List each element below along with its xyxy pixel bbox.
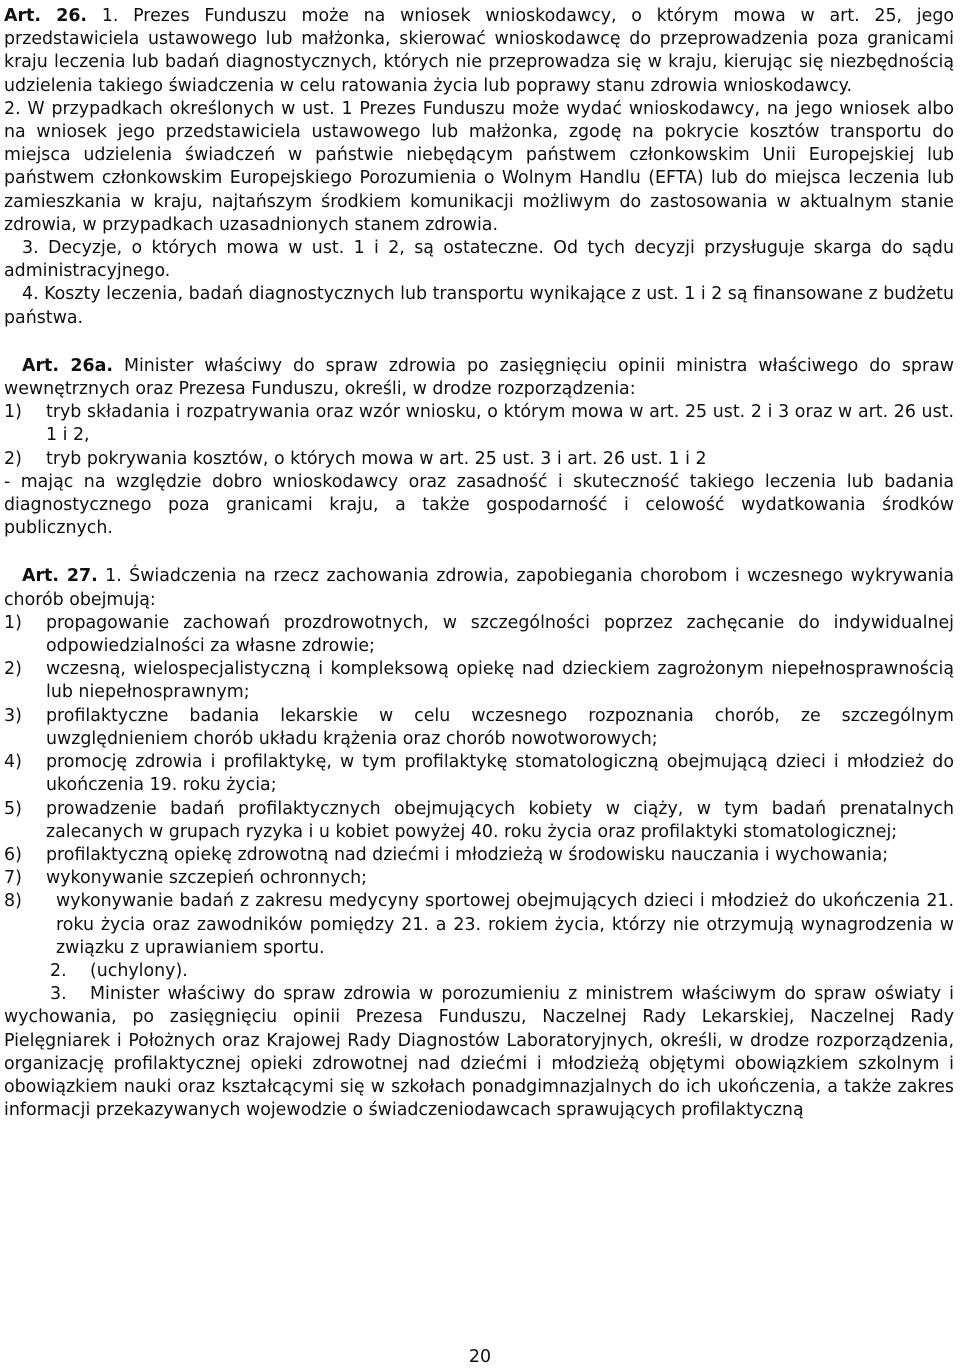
item-text: tryb pokrywania kosztów, o których mowa w art. 25 ust. 3 i art. 26 ust. 1 i 2 [46,448,707,469]
item-text: profilaktyczną opiekę zdrowotną nad dziećmi i młodzieżą w środowisku nauczania i wychowania; [46,844,889,865]
art27-item [4,658,954,704]
art26-para-1: Art. 26. 1. Prezes Funduszu może na wniosek wnioskodawcy, o którym mowa w art. 25, jego przedstawiciela ustawowego lub małżonka, skierować wnioskodawcę do przeprowadzenia poza granicami kraju leczenia lub badań diagnostycznych, których nie przeprowadza się w kraju, kierując się niezbędnością udzielenia takiego świadczenia w celu ratowania życia lub poprawy stanu zdrowia wnioskodawcy. [4,6,954,96]
article-27 [4,565,954,1122]
item-text: tryb składania i rozpatrywania oraz wzór wniosku, o którym mowa w art. 25 ust. 2 i 3 oraz w art. 26 ust. 1 i 2, [46,402,954,446]
art27-item [4,751,954,797]
art26a-item [4,401,954,447]
art26-heading: Art. 26. [4,6,88,26]
item-number: 1) [4,612,22,633]
item-number: 5) [4,798,22,819]
item-number: 1) [4,402,22,423]
para-text: (uchylony). [90,960,188,981]
item-number: 2) [4,448,22,469]
para-number: 2. [50,960,67,981]
page-number: 20 [468,1347,492,1367]
art27-item [4,890,954,960]
item-number: 7) [4,868,22,889]
item-text: propagowanie zachowań prozdrowotnych, w szczególności poprzez zachęcanie do indywidualnej odpowiedzialności za własne zdrowie; [46,612,954,657]
item-number: 4) [4,752,22,773]
art26a-intro: Art. 26a. Minister właściwy do spraw zdrowia po zasięgnięciu opinii ministra właściwego do spraw wewnętrznych oraz Prezesa Funduszu, określi, w drodze rozporządzenia: [4,355,954,400]
art27-para-2 [4,960,954,983]
art27-item [4,798,954,844]
art27-item [4,867,954,890]
art27-item [4,844,954,867]
art26-para-4: 4. Koszty leczenia, badań diagnostycznych lub transportu wynikające z ust. 1 i 2 są finansowane z budżetu państwa. [4,284,954,328]
para-number: 3. [50,984,67,1005]
art27-heading: Art. 27. [22,566,98,587]
art26a-item [4,448,954,471]
para-text: Minister właściwy do spraw zdrowia w porozumieniu z ministrem właściwym do spraw oświaty i wychowania, po zasięgnięciu opinii Prezesa Funduszu, Naczelnej Rady Lekarskiej, Naczelnej Rady Pielęgniarek i Położnych oraz Krajowej Rady Diagnostów Laboratoryjnych, określi, w drodze rozporządzenia, organizację profilaktycznej opieki zdrowotnej nad dziećmi i młodzieżą objętymi obowiązkiem szkolnym i obowiązkiem nauki oraz kształcącymi się w szkołach ponadgimnazjalnych do ich ukończenia, a także zakres informacji przekazywanych wojewodzie o świadczeniodawcach sprawujących profilaktyczną [4,984,954,1121]
art27-item [4,705,954,751]
item-text: wczesną, wielospecjalistyczną i kompleksową opiekę nad dzieckiem zagrożonym niepełnosprawnością lub niepełnosprawnym; [46,659,954,703]
item-text: profilaktyczne badania lekarskie w celu wczesnego rozpoznania chorób, ze szczególnym uwzględnieniem chorób układu krążenia oraz chorób nowotworowych; [46,705,954,749]
art27-intro: Art. 27. 1. Świadczenia na rzecz zachowania zdrowia, zapobiegania chorobom i wczesnego wykrywania chorób obejmują: [4,566,954,610]
article-26a [4,355,954,541]
item-number: 6) [4,844,22,865]
item-text: wykonywanie szczepień ochronnych; [46,868,367,889]
art27-para-3 [4,983,954,1122]
item-text: prowadzenie badań profilaktycznych obejmujących kobiety w ciąży, w tym badań prenatalnych zalecanych w grupach ryzyka i u kobiet powyżej 40. roku życia oraz profilaktyki stomatologicznej; [46,798,954,842]
item-number: 8) [4,891,22,912]
item-number: 2) [4,659,22,680]
article-26 [4,0,954,330]
art26-para-2: 2. W przypadkach określonych w ust. 1 Prezes Funduszu może wydać wnioskodawcy, na jego wniosek albo na wniosek jego przedstawiciela ustawowego lub małżonka, zgodę na pokrycie kosztów transportu do miejsca udzielenia świadczeń w państwie niebędącym państwem członkowskim Unii Europejskiej lub państwem członkowskim Europejskiego Porozumienia o Wolnym Handlu (EFTA) lub do miejsca leczenia lub zamieszkania w kraju, najtańszym środkiem komunikacji możliwym do zastosowania w aktualnym stanie zdrowia, w przypadkach uzasadnionych stanem zdrowia. [4,98,954,235]
art26a-closing: - mając na względzie dobro wnioskodawcy oraz zasadność i skuteczność takiego leczenia lub badania diagnostycznego poza granicami kraju, a także gospodarność i celowość wydatkowania środków publicznych. [4,471,954,539]
art26-para-3: 3. Decyzje, o których mowa w ust. 1 i 2, są ostateczne. Od tych decyzji przysługuje skarga do sądu administracyjnego. [4,238,954,282]
item-text: wykonywanie badań z zakresu medycyny sportowej obejmujących dzieci i młodzież do ukończenia 21. roku życia oraz zawodników pomiędzy 21. a 23. rokiem życia, którzy nie otrzymują wynagrodzenia w związku z uprawianiem sportu. [56,891,954,958]
art26a-heading: Art. 26a. [22,355,113,376]
art27-item [4,612,954,658]
item-text: promocję zdrowia i profilaktykę, w tym profilaktykę stomatologiczną obejmującą dzieci i młodzież do ukończenia 19. roku życia; [46,752,954,796]
item-number: 3) [4,705,22,726]
